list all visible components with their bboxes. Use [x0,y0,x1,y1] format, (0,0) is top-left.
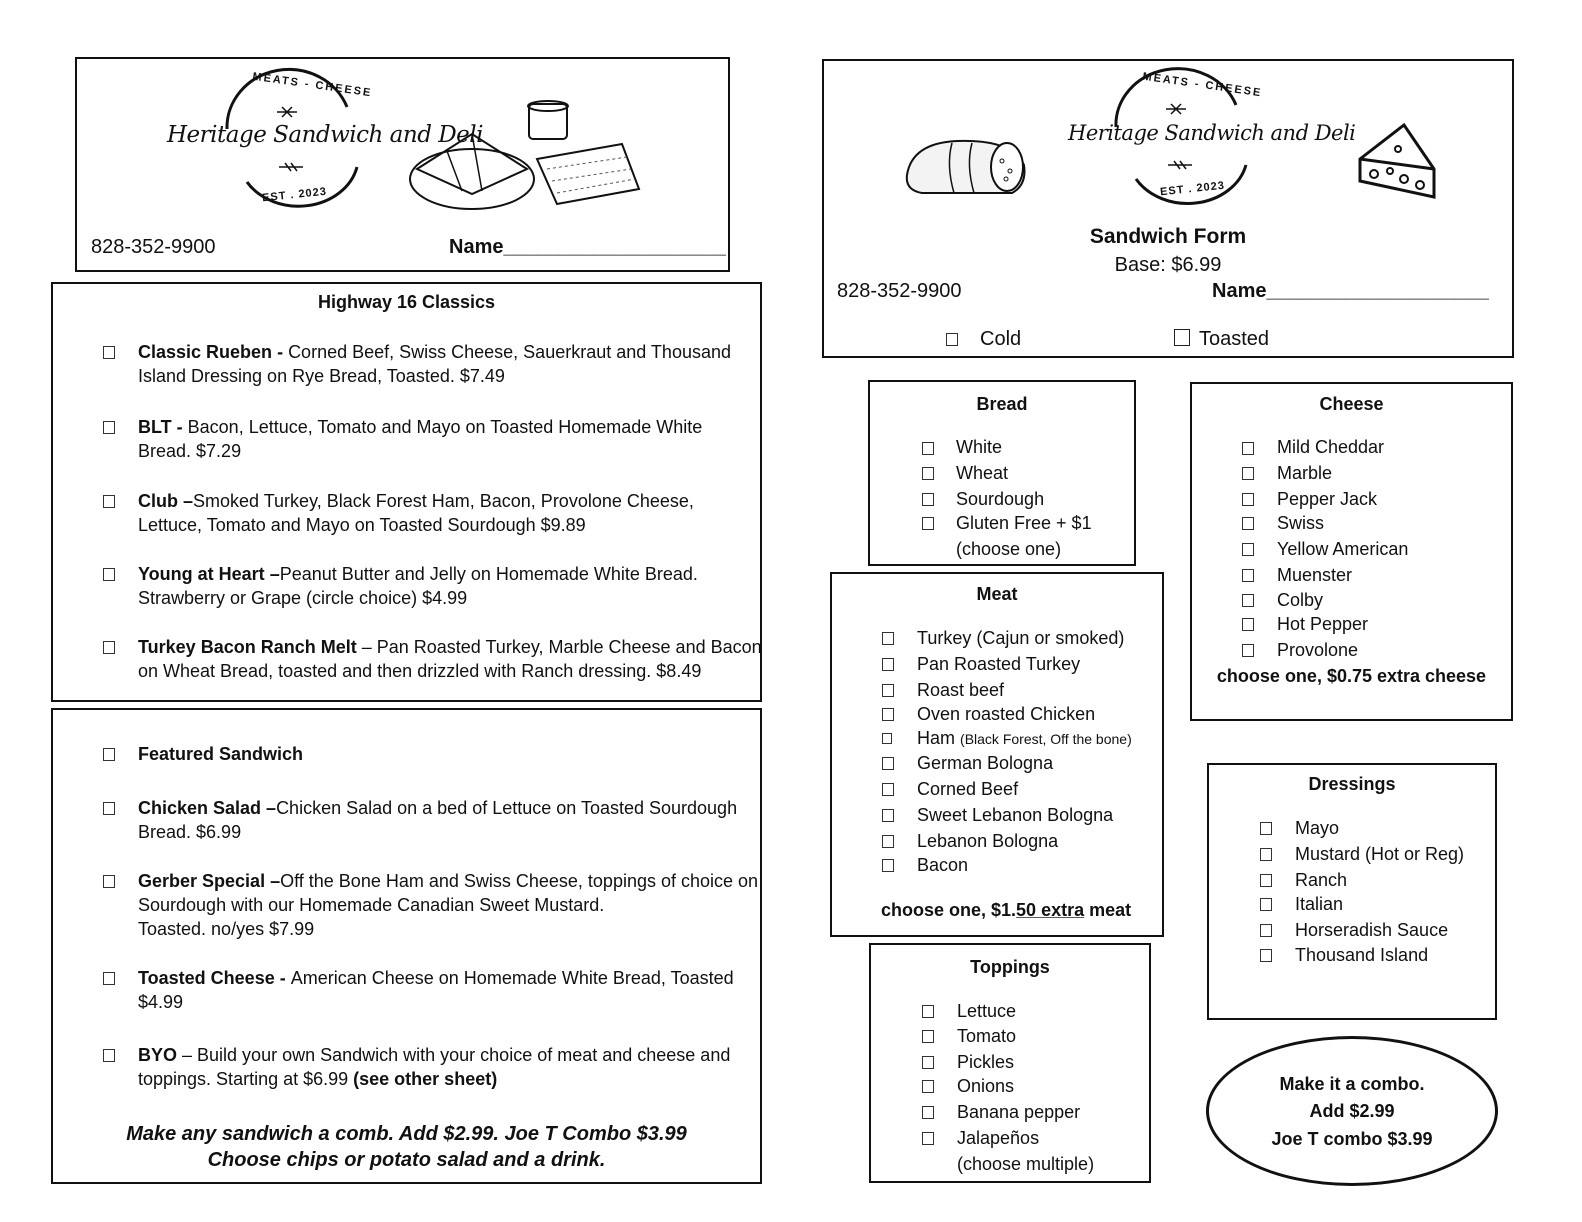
meat-option-label: Pan Roasted Turkey [917,654,1081,674]
classic-item-line2: Island Dressing on Rye Bread, Toasted. $7.49 [138,366,505,386]
bread-option-label: Wheat [956,463,1009,483]
classic-item-line2: Strawberry or Grape (circle choice) $4.99 [138,588,468,608]
topping-option-label: Onions [957,1076,1015,1096]
bread-option-checkbox[interactable] [922,442,934,455]
meat-option-label: Sweet Lebanon Bologna [917,805,1114,825]
cheese-option-label: Mild Cheddar [1277,437,1385,457]
dressing-option-checkbox[interactable] [1260,924,1272,937]
meat-option-label: Corned Beef [917,779,1019,799]
dressing-option-label: Ranch [1295,870,1348,890]
meat-option-checkbox[interactable] [882,835,894,848]
classics-box [51,282,762,702]
cold-checkbox[interactable] [946,333,958,346]
cold-label: Cold [980,328,1022,350]
bread-note: (choose one) [956,539,1062,559]
classic-item-line1: BLT - Bacon, Lettuce, Tomato and Mayo on Toasted Homemade White [138,417,703,437]
featured-item-checkbox[interactable] [103,875,115,888]
dressing-option-checkbox[interactable] [1260,848,1272,861]
left-business-name: Heritage Sandwich and Deli [167,122,483,148]
meat-option-checkbox[interactable] [882,708,894,721]
bread-box [868,380,1136,566]
topping-option-checkbox[interactable] [922,1080,934,1093]
left-header-box [75,57,730,272]
topping-option-checkbox[interactable] [922,1132,934,1145]
meat-option-checkbox[interactable] [882,757,894,770]
meat-option-checkbox[interactable] [882,783,894,796]
dressing-option-checkbox[interactable] [1260,898,1272,911]
cheese-option-checkbox[interactable] [1242,442,1254,455]
meat-option-label: German Bologna [917,753,1054,773]
bread-option-label: White [956,437,1003,457]
classic-item-checkbox[interactable] [103,568,115,581]
right-name-field[interactable]: Name____________________ [1212,280,1489,302]
left-logo-bottom-text: EST . 2023 [261,185,328,205]
topping-option-checkbox[interactable] [922,1005,934,1018]
classic-item-checkbox[interactable] [103,421,115,434]
meat-option-label: Roast beef [917,680,1005,700]
featured-item-line2: $4.99 [138,992,184,1012]
bread-option-label: Gluten Free + $1 [956,513,1092,533]
left-phone: 828-352-9900 [91,236,216,258]
bread-option-label: Sourdough [956,489,1045,509]
featured-item-checkbox[interactable] [103,802,115,815]
cheese-note: choose one, $0.75 extra cheese [1216,666,1487,686]
combo-line2: Choose chips or potato salad and a drink. [207,1149,606,1171]
dressing-option-label: Thousand Island [1295,945,1429,965]
meat-option-checkbox[interactable] [882,658,894,671]
meat-option-checkbox[interactable] [882,632,894,645]
dressing-option-checkbox[interactable] [1260,822,1272,835]
topping-option-label: Banana pepper [957,1102,1081,1122]
bread-option-checkbox[interactable] [922,517,934,530]
featured-item-line1: Gerber Special –Off the Bone Ham and Swiss Cheese, toppings of choice on [138,871,759,891]
right-logo-bottom-text: EST . 2023 [1159,179,1226,199]
meat-option-label: Turkey (Cajun or smoked) [917,628,1125,648]
meat-option-checkbox[interactable] [882,684,894,697]
cheese-option-label: Colby [1277,590,1324,610]
featured-item-line1: BYO – Build your own Sandwich with your choice of meat and cheese and [138,1045,731,1065]
featured-item-checkbox[interactable] [103,1049,115,1062]
cheese-option-checkbox[interactable] [1242,594,1254,607]
cheese-option-checkbox[interactable] [1242,618,1254,631]
featured-sandwich-checkbox[interactable] [103,748,115,761]
cheese-option-checkbox[interactable] [1242,467,1254,480]
bread-loaf-icon [902,135,1032,197]
dressing-option-label: Mayo [1295,818,1340,838]
form-title: Sandwich Form [1089,225,1247,248]
featured-item-line1: Toasted Cheese - American Cheese on Homemade White Bread, Toasted [138,968,734,988]
meat-option-checkbox[interactable] [882,733,892,744]
left-logo-top-text: MEATS - CHEESE [251,70,373,100]
classic-item-line1: Young at Heart –Peanut Butter and Jelly on Homemade White Bread. [138,564,698,584]
featured-item-checkbox[interactable] [103,972,115,985]
bread-option-checkbox[interactable] [922,493,934,506]
cheese-option-label: Hot Pepper [1277,614,1369,634]
cheese-option-checkbox[interactable] [1242,543,1254,556]
right-header-box [822,59,1514,358]
right-phone: 828-352-9900 [837,280,962,302]
cheese-option-checkbox[interactable] [1242,569,1254,582]
cheese-option-label: Swiss [1277,513,1325,533]
combo-oval-line1: Make it a combo. [1279,1074,1425,1094]
cheese-option-checkbox[interactable] [1242,517,1254,530]
dressing-option-checkbox[interactable] [1260,874,1272,887]
meat-note: choose one, $1.50 extra meat [881,900,1132,920]
featured-item-line2: toppings. Starting at $6.99 (see other sheet) [138,1069,498,1089]
toasted-checkbox[interactable] [1174,329,1190,346]
topping-option-checkbox[interactable] [922,1106,934,1119]
dressing-option-label: Horseradish Sauce [1295,920,1449,940]
meat-option-checkbox[interactable] [882,809,894,822]
toppings-title: Toppings [970,957,1050,977]
featured-item-line2: Bread. $6.99 [138,822,242,842]
cheese-box [1190,382,1513,721]
dressing-option-checkbox[interactable] [1260,949,1272,962]
classic-item-line1: Classic Rueben - Corned Beef, Swiss Cheese, Sauerkraut and Thousand [138,342,731,362]
bread-title: Bread [976,394,1028,414]
classic-item-line1: Club –Smoked Turkey, Black Forest Ham, Bacon, Provolone Cheese, [138,491,694,511]
topping-option-checkbox[interactable] [922,1056,934,1069]
classics-title: Highway 16 Classics [317,292,496,312]
right-logo-top-text: MEATS - CHEESE [1141,70,1263,100]
cheese-wedge-icon [1354,119,1440,203]
cheese-option-label: Yellow American [1277,539,1409,559]
meat-title: Meat [976,584,1018,604]
meat-option-label: Ham (Black Forest, Off the bone) [917,728,1132,748]
topping-option-label: Tomato [957,1026,1017,1046]
cheese-option-label: Pepper Jack [1277,489,1378,509]
classic-item-line1: Turkey Bacon Ranch Melt – Pan Roasted Turkey, Marble Cheese and Bacon [138,637,762,657]
cheese-option-label: Muenster [1277,565,1353,585]
sandwich-plate-illustration [407,99,647,219]
base-price: Base: $6.99 [1114,254,1222,276]
toppings-note: (choose multiple) [957,1154,1095,1174]
toppings-box [869,943,1151,1183]
combo-oval-line2: Add $2.99 [1309,1101,1395,1121]
cheese-title: Cheese [1319,394,1384,414]
meat-option-label: Lebanon Bologna [917,831,1059,851]
classic-item-line2: Lettuce, Tomato and Mayo on Toasted Sourdough $9.89 [138,515,586,535]
meat-option-checkbox[interactable] [882,859,894,872]
cheese-option-label: Provolone [1277,640,1359,660]
meat-option-label: Oven roasted Chicken [917,704,1096,724]
classic-item-line2: on Wheat Bread, toasted and then drizzled with Ranch dressing. $8.49 [138,661,702,681]
dressings-title: Dressings [1308,774,1396,794]
classic-item-checkbox[interactable] [103,495,115,508]
featured-box [51,708,762,1184]
featured-item-line1: Chicken Salad –Chicken Salad on a bed of Lettuce on Toasted Sourdough [138,798,738,818]
bread-option-checkbox[interactable] [922,467,934,480]
dressings-box [1207,763,1497,1020]
meat-option-label: Bacon [917,855,969,875]
topping-option-checkbox[interactable] [922,1030,934,1043]
featured-sandwich-label: Featured Sandwich [138,744,304,764]
topping-option-label: Jalapeños [957,1128,1040,1148]
dressing-option-label: Italian [1295,894,1344,914]
classic-item-line2: Bread. $7.29 [138,441,242,461]
cheese-option-label: Marble [1277,463,1333,483]
left-name-field[interactable]: Name____________________ [449,236,726,258]
dressing-option-label: Mustard (Hot or Reg) [1295,844,1465,864]
classic-item-checkbox[interactable] [103,641,115,654]
right-business-name: Heritage Sandwich and Deli [1068,121,1356,145]
featured-item-line3: Toasted. no/yes $7.99 [138,919,315,939]
featured-item-line2: Sourdough with our Homemade Canadian Sweet Mustard. [138,895,605,915]
meat-box [830,572,1164,937]
classic-item-checkbox[interactable] [103,346,115,359]
topping-option-label: Lettuce [957,1001,1017,1021]
combo-oval-line3: Joe T combo $3.99 [1271,1129,1433,1149]
topping-option-label: Pickles [957,1052,1015,1072]
cheese-option-checkbox[interactable] [1242,644,1254,657]
combo-line1: Make any sandwich a comb. Add $2.99. Joe T Combo $3.99 [126,1123,687,1145]
toasted-label: Toasted [1199,328,1270,350]
cheese-option-checkbox[interactable] [1242,493,1254,506]
